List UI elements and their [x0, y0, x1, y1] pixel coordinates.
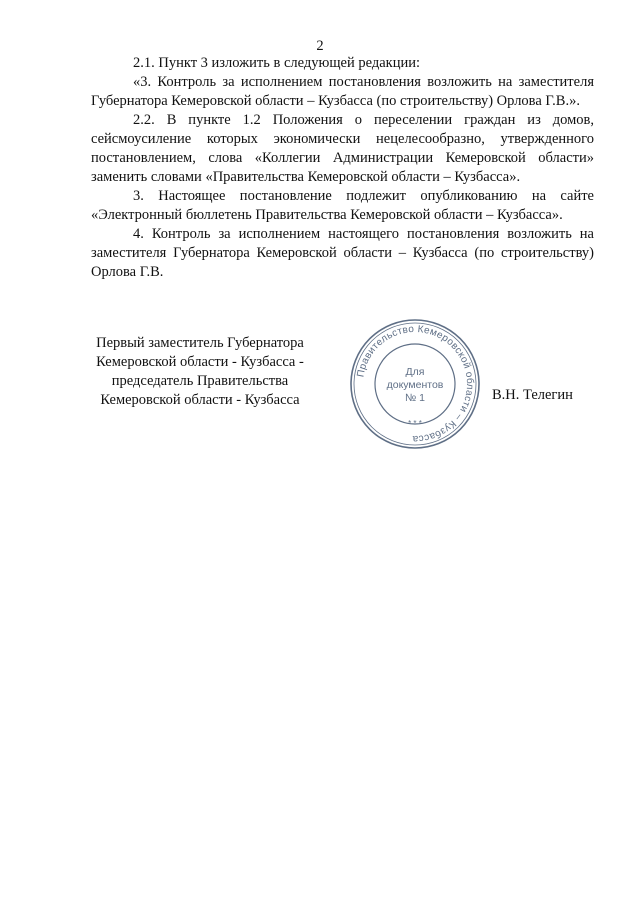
paragraph-4: 4. Контроль за исполнением настоящего постановления возложить на заместителя Губернатора Кемеровской области – Кузбасса (по строительству) Орлова Г.В.: [91, 226, 594, 280]
seal-center-line: Для: [405, 366, 425, 378]
seal-ring-text: Правительство Кемеровской области – Кузбасса: [355, 323, 476, 445]
paragraph-2-2: 2.2. В пункте 1.2 Положения о переселении граждан из домов, сейсмоусиление которых экономически нецелесообразно, утвержденного постановлением, слова «Коллегии Администрации Кемеровской области» заменить словами «Правительства Кемеровской области – Кузбасса».: [91, 112, 594, 185]
signatory-title-line: Первый заместитель Губернатора: [96, 335, 304, 351]
signatory-name: В.Н. Телегин: [492, 387, 573, 403]
signatory-title-line: Кемеровской области - Кузбасса -: [96, 354, 304, 370]
signatory-title-line: председатель Правительства: [111, 373, 289, 389]
document-body: [91, 54, 594, 282]
signatory-title: [80, 334, 320, 410]
paragraph-2-1: 2.1. Пункт 3 изложить в следующей редакции:: [133, 55, 421, 71]
seal-center-line: № 1: [404, 392, 426, 404]
seal-graphic: [347, 316, 483, 452]
paragraph-3: 3. Настоящее постановление подлежит опубликованию на сайте «Электронный бюллетень Правительства Кемеровской области – Кузбасса».: [91, 188, 594, 223]
seal-stars: * * *: [408, 419, 422, 428]
signatory-title-line: Кемеровской области - Кузбасса: [100, 392, 300, 408]
seal-center-line: документов: [386, 379, 444, 391]
page-number: 2: [316, 38, 324, 54]
official-seal: [347, 316, 483, 452]
paragraph-2-1-quote: «3. Контроль за исполнением постановления возложить на заместителя Губернатора Кемеровской области – Кузбасса (по строительству) Орлова Г.В.».: [91, 74, 594, 109]
